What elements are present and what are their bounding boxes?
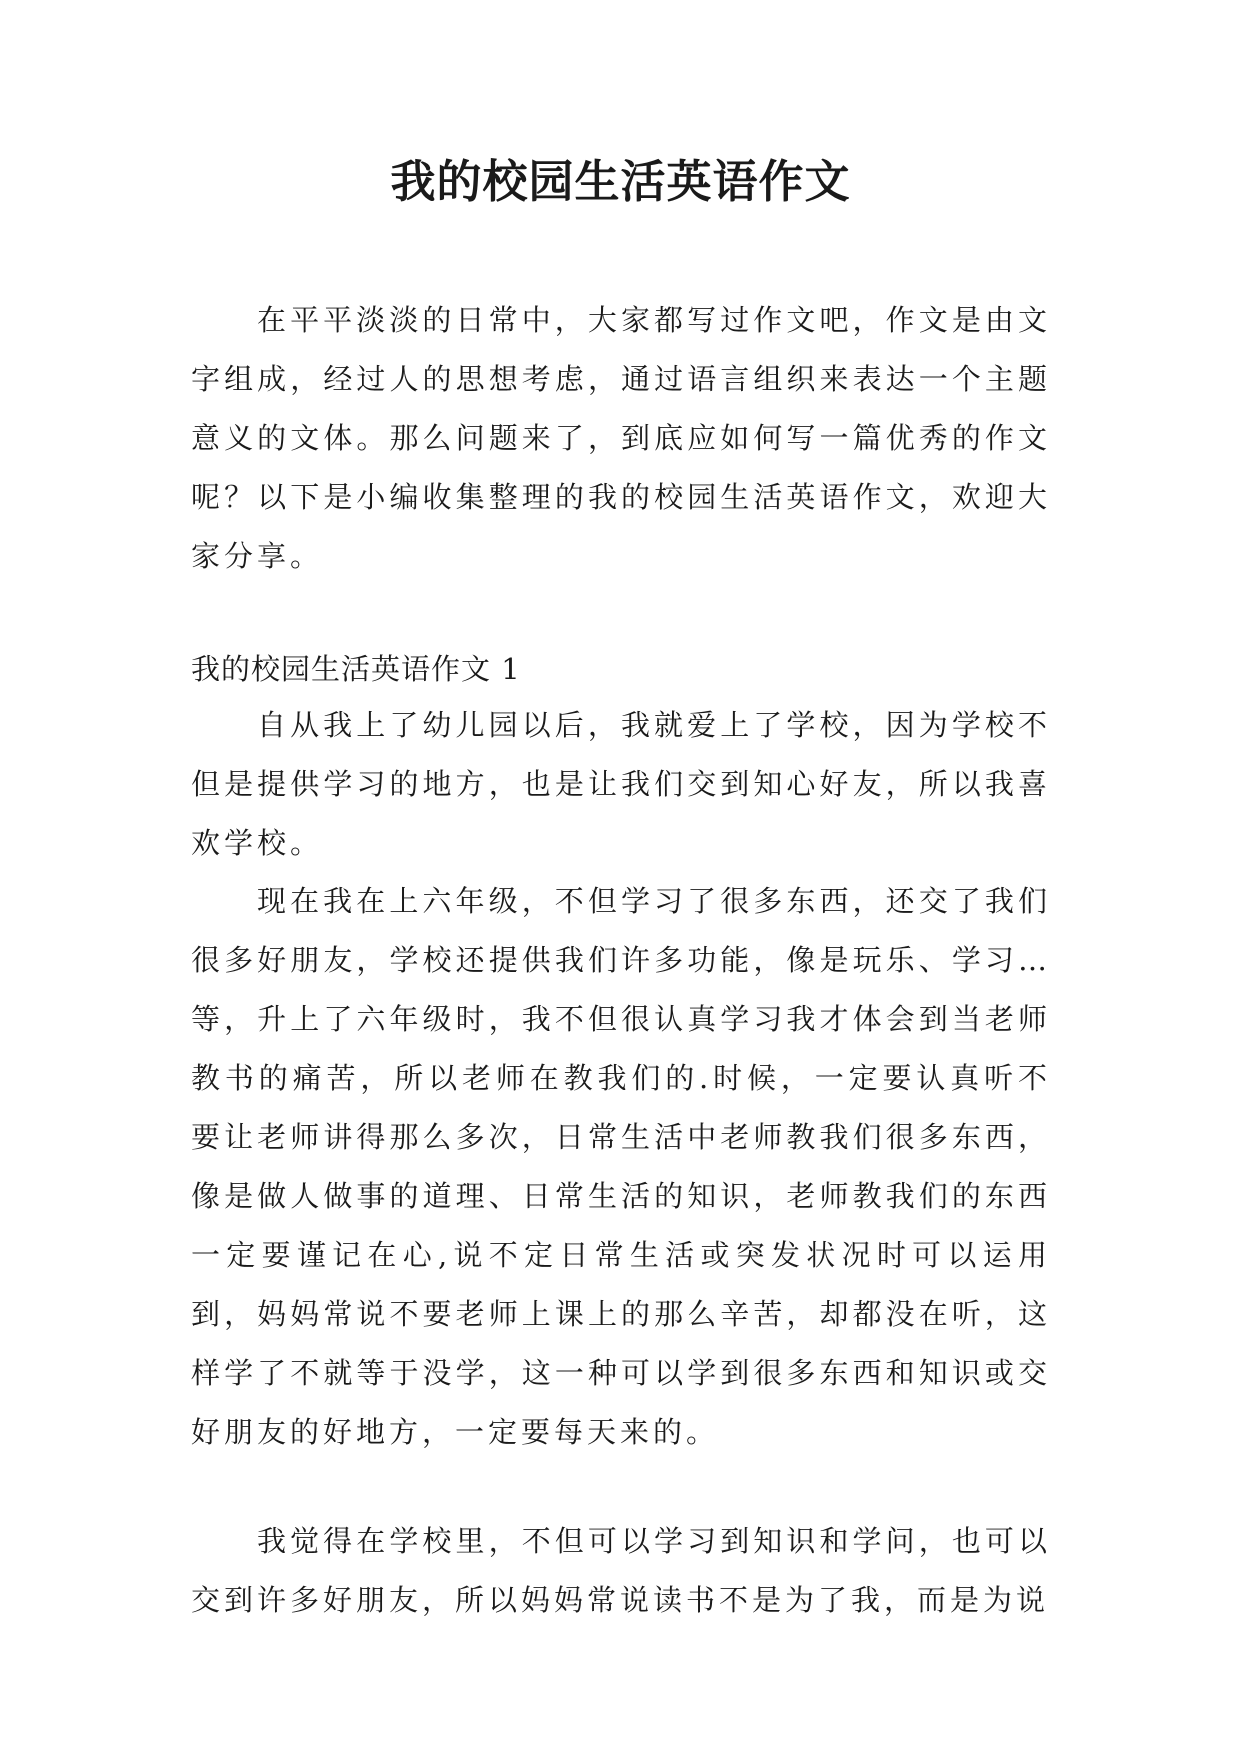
section-paragraph: 自从我上了幼儿园以后，我就爱上了学校，因为学校不但是提供学习的地方，也是让我们交到知心好友，所以我喜欢学校。 bbox=[191, 708, 1051, 860]
section-paragraph: 现在我在上六年级，不但学习了很多东西，还交了我们很多好朋友，学校还提供我们许多功能，像是玩乐、学习…等，升上了六年级时，我不但很认真学习我才体会到当老师教书的痛苦，所以老师在教我们的.时候，一定要认真听不要让老师讲得那么多次，日常生活中老师教我们很多东西，像是做人做事的道理、日常生活的知识，老师教我们的东西一定要谨记在心,说不定日常生活或突发状况时可以运用到，妈妈常说不要老师上课上的那么辛苦，却都没在听，这样学了不就等于没学，这一种可以学到很多东西和知识或交好朋友的好地方，一定要每天来的。 bbox=[191, 884, 1051, 1449]
section-paragraph: 我觉得在学校里，不但可以学习到知识和学问，也可以交到许多好朋友，所以妈妈常说读书不是为了我，而是为说 bbox=[191, 1524, 1051, 1617]
intro-paragraph: 在平平淡淡的日常中，大家都写过作文吧，作文是由文字组成，经过人的思想考虑，通过语言组织来表达一个主题意义的文体。那么问题来了，到底应如何写一篇优秀的作文呢？以下是小编收集整理的我的校园生活英语作文，欢迎大家分享。 bbox=[191, 303, 1051, 573]
section-heading: 我的校园生活英语作文 1 bbox=[191, 652, 521, 686]
document-title: 我的校园生活英语作文 bbox=[390, 155, 851, 208]
